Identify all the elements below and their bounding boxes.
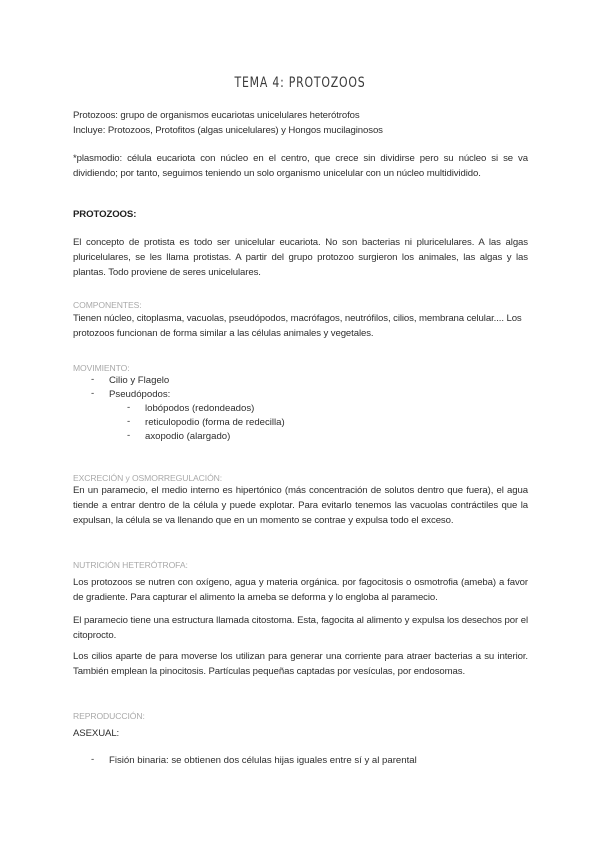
nutricion-paragraph-3: Los cilios aparte de para moverse los utilizan para generar una corriente para atraer bacterias a su interior. También emplean la pinocitosis. Partículas pequeñas captadas por vesículas, por endosomas. (73, 651, 528, 677)
list-bullet-dash: - (91, 388, 95, 399)
reproduccion-item: Fisión binaria: se obtienen dos células hijas iguales entre sí y al parental (109, 755, 417, 766)
protozoos-heading: PROTOZOOS: (73, 209, 137, 220)
movimiento-subitem: axopodio (alargado) (145, 431, 231, 442)
excrecion-heading: EXCRECIÓN y OSMORREGULACIÓN: (73, 473, 223, 483)
protozoos-paragraph: El concepto de protista es todo ser unicelular eucariota. No son bacterias ni pluricelulares. A las algas pluricelulares, se les llama protistas. A partir del grupo protozoo surgieron los animales, las algas y las plantas. Todo proviene de seres unicelulares. (73, 237, 528, 278)
reproduccion-heading: REPRODUCCIÓN: (73, 711, 145, 721)
nutricion-heading: NUTRICIÓN HETERÓTROFA: (73, 560, 188, 570)
intro-line-2: Incluye: Protozoos, Protofitos (algas unicelulares) y Hongos mucilaginosos (73, 125, 383, 136)
movimiento-item: Cilio y Flagelo (109, 375, 170, 386)
plasmodio-paragraph: *plasmodio: célula eucariota con núcleo en el centro, que crece sin dividirse pero su núcleo si se va dividiendo; por tanto, seguimos teniendo un solo organismo unicelular con un núcleo multidividido. (73, 153, 528, 179)
componentes-paragraph: Tienen núcleo, citoplasma, vacuolas, pseudópodos, macrófagos, neutrófilos, cilios, membrana celular.... Los protozoos funcionan de forma similar a las células animales y vegetales. (73, 313, 522, 339)
list-bullet-dash: - (91, 754, 95, 765)
asexual-label: ASEXUAL: (73, 728, 120, 739)
sublist-bullet-dash: - (127, 416, 131, 427)
list-bullet-dash: - (91, 374, 95, 385)
intro-line-1: Protozoos: grupo de organismos eucariotas unicelulares heterótrofos (73, 110, 360, 121)
sublist-bullet-dash: - (127, 402, 131, 413)
nutricion-paragraph-1: Los protozoos se nutren con oxígeno, agua y materia orgánica. por fagocitosis o osmotrofia (ameba) a favor de gradiente. Para capturar el alimento la ameba se deforma y lo engloba al paramecio. (73, 577, 528, 603)
nutricion-paragraph-2: El paramecio tiene una estructura llamada citostoma. Esta, fagocita al alimento y expulsa los desechos por el citoprocto. (73, 615, 528, 641)
sublist-bullet-dash: - (127, 430, 131, 441)
movimiento-subitem: reticulopodio (forma de redecilla) (145, 417, 285, 428)
movimiento-item: Pseudópodos: (109, 389, 171, 400)
movimiento-subitem: lobópodos (redondeados) (145, 403, 255, 414)
page-title: TEMA 4: PROTOZOOS (234, 75, 366, 91)
movimiento-heading: MOVIMIENTO: (73, 363, 130, 373)
componentes-heading: COMPONENTES: (73, 300, 142, 310)
excrecion-paragraph: En un paramecio, el medio interno es hipertónico (más concentración de solutos dentro que fuera), el agua tiende a entrar dentro de la célula y puede explotar. Para evitarlo tenemos las vacuolas contráctiles que la expulsan, la célula se va llenando que en un momento se contrae y expulsa todo el exceso. (73, 485, 528, 526)
